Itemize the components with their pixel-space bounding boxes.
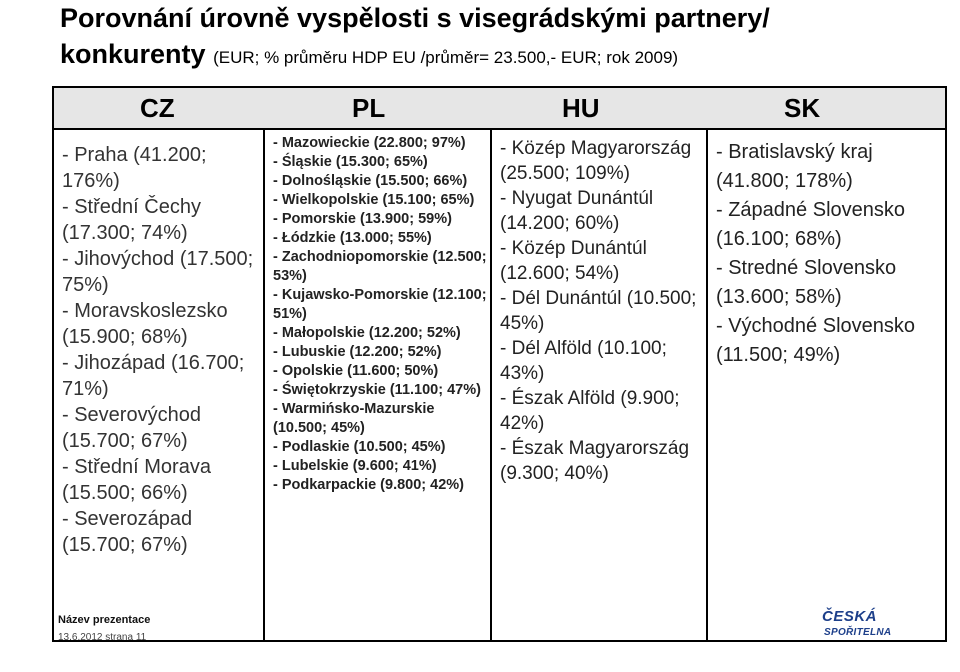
comparison-table: [52, 86, 947, 642]
title-line-2: [60, 36, 950, 76]
footer-date-page: 13.6.2012 strana 11: [58, 632, 147, 643]
title-subtitle: (EUR; % průměru HDP EU /průměr= 23.500,- EUR; rok 2009): [213, 48, 679, 67]
cz-regions-text: - Praha (41.200; 176%) - Střední Čechy (17.300; 74%) - Jihovýchod (17.500; 75%) - Moravskoslezsko (15.900; 68%) - Jihozápad (16.700; 71%) - Severovýchod (15.700; 67%) - Střední Morava (15.500; 66%) - Severozápad (15.700; 67%): [62, 144, 254, 556]
column-pl: [265, 128, 492, 640]
table-header-row: [54, 88, 945, 130]
header-sk: SK: [784, 93, 821, 123]
presentation-name: Název prezentace: [58, 614, 151, 626]
header-pl: PL: [352, 93, 386, 123]
sk-regions-text: - Bratislavský kraj (41.800; 178%) - Západné Slovensko (16.100; 68%) - Stredné Slovensko (13.600; 58%) - Východné Slovensko (11.500; 49%): [716, 141, 916, 366]
hu-regions-text: - Közép Magyarország (25.500; 109%) - Nyugat Dunántúl (14.200; 60%) - Közép Dunántúl (12.600; 54%) - Dél Dunántúl (10.500; 45%) - Dél Alföld (10.100; 43%) - Észak Alföld (9.900; 42%) - Észak Magyarország (9.300; 40%): [500, 138, 697, 484]
column-hu: [492, 128, 708, 640]
header-cz: CZ: [140, 93, 175, 123]
ceska-sporitelna-logo: [822, 608, 902, 642]
column-cz: [54, 128, 265, 640]
title-line-1: Porovnání úrovně vyspělosti s visegrádskými partnery/: [60, 3, 770, 33]
page-title: [60, 0, 950, 76]
header-hu: HU: [562, 93, 600, 123]
pl-regions-text: - Mazowieckie (22.800; 97%) - Śląskie (15.300; 65%) - Dolnośląskie (15.500; 66%) - Wielkopolskie (15.100; 65%) - Pomorskie (13.900; 59%) - Łódzkie (13.000; 55%) - Zachodniopomorskie (12.500; 53%) - Kujawsko-Pomorskie (12.100; 51%) - Małopolskie (12.200; 52%) - Lubuskie (12.200; 52%) - Opolskie (11.600; 50%) - Świętokrzyskie (11.100; 47%) - Warmińsko-Mazurskie (10.500; 45%) - Podlaskie (10.500; 45%) - Lubelskie (9.600; 41%) - Podkarpackie (9.800; 42%): [273, 135, 487, 493]
logo-line-1: ČESKÁ: [822, 608, 878, 625]
logo-line-2: SPOŘITELNA: [824, 627, 892, 638]
title-line-2-main: konkurenty: [60, 39, 206, 69]
column-sk: [708, 128, 945, 640]
